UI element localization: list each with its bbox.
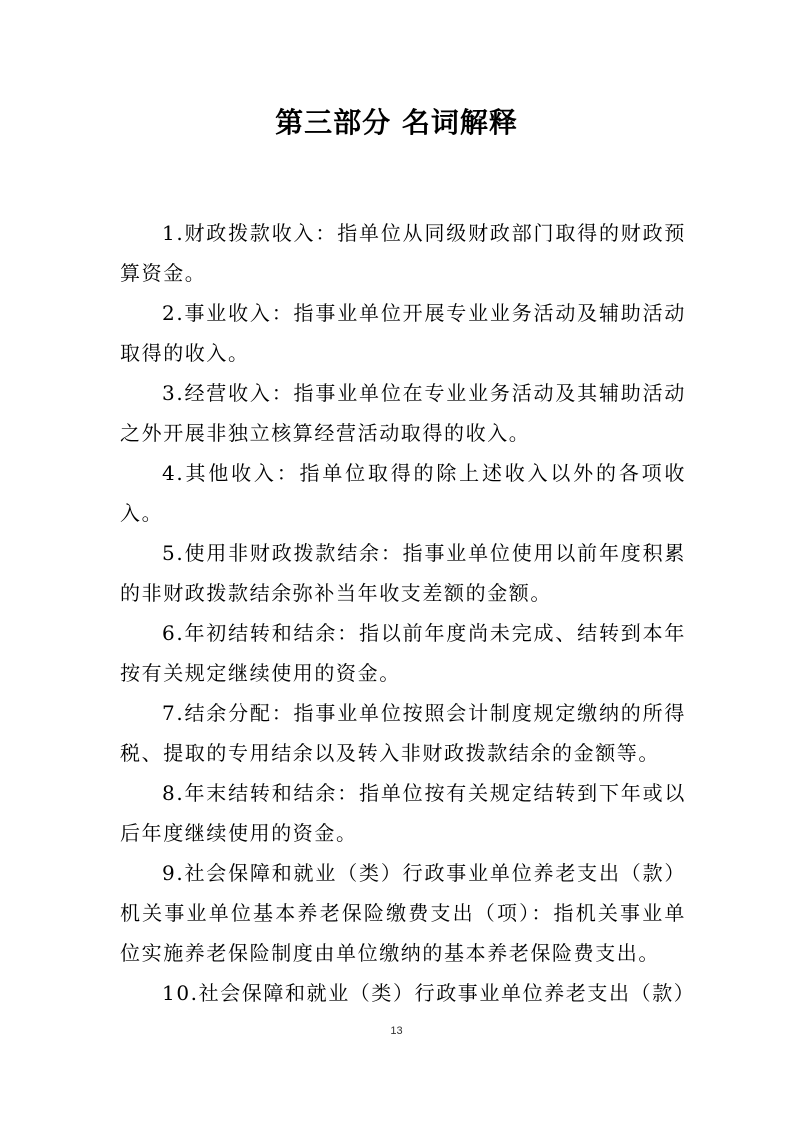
definition-paragraph-10: 10.社会保障和就业（类）行政事业单位养老支出（款） [162,981,696,1005]
definition-paragraph-7: 7.结余分配：指事业单位按照会计制度规定缴纳的所得税、提取的专用结余以及转入非财政拨款结余的金额等。 [120,701,686,765]
definition-paragraph-3: 3.经营收入：指事业单位在专业业务活动及其辅助活动之外开展非独立核算经营活动取得的收入。 [120,381,686,445]
definition-paragraph-6: 6.年初结转和结余：指以前年度尚未完成、结转到本年按有关规定继续使用的资金。 [120,621,686,685]
definition-paragraph-2: 2.事业收入：指事业单位开展专业业务活动及辅助活动取得的收入。 [120,301,686,365]
page-title: 第三部分 名词解释 [275,106,518,139]
definition-paragraph-9: 9.社会保障和就业（类）行政事业单位养老支出（款）机关事业单位基本养老保险缴费支出（项）：指机关事业单位实施养老保险制度由单位缴纳的基本养老保险费支出。 [120,861,686,965]
definition-paragraph-5: 5.使用非财政拨款结余：指事业单位使用以前年度积累的非财政拨款结余弥补当年收支差额的金额。 [120,541,686,605]
definition-paragraph-4: 4.其他收入：指单位取得的除上述收入以外的各项收入。 [120,461,686,525]
definition-paragraph-1: 1.财政拨款收入：指单位从同级财政部门取得的财政预算资金。 [120,221,686,285]
definition-paragraph-8: 8.年末结转和结余：指单位按有关规定结转到下年或以后年度继续使用的资金。 [120,781,686,845]
page-number: 13 [390,1025,403,1037]
document-body [120,213,696,1013]
